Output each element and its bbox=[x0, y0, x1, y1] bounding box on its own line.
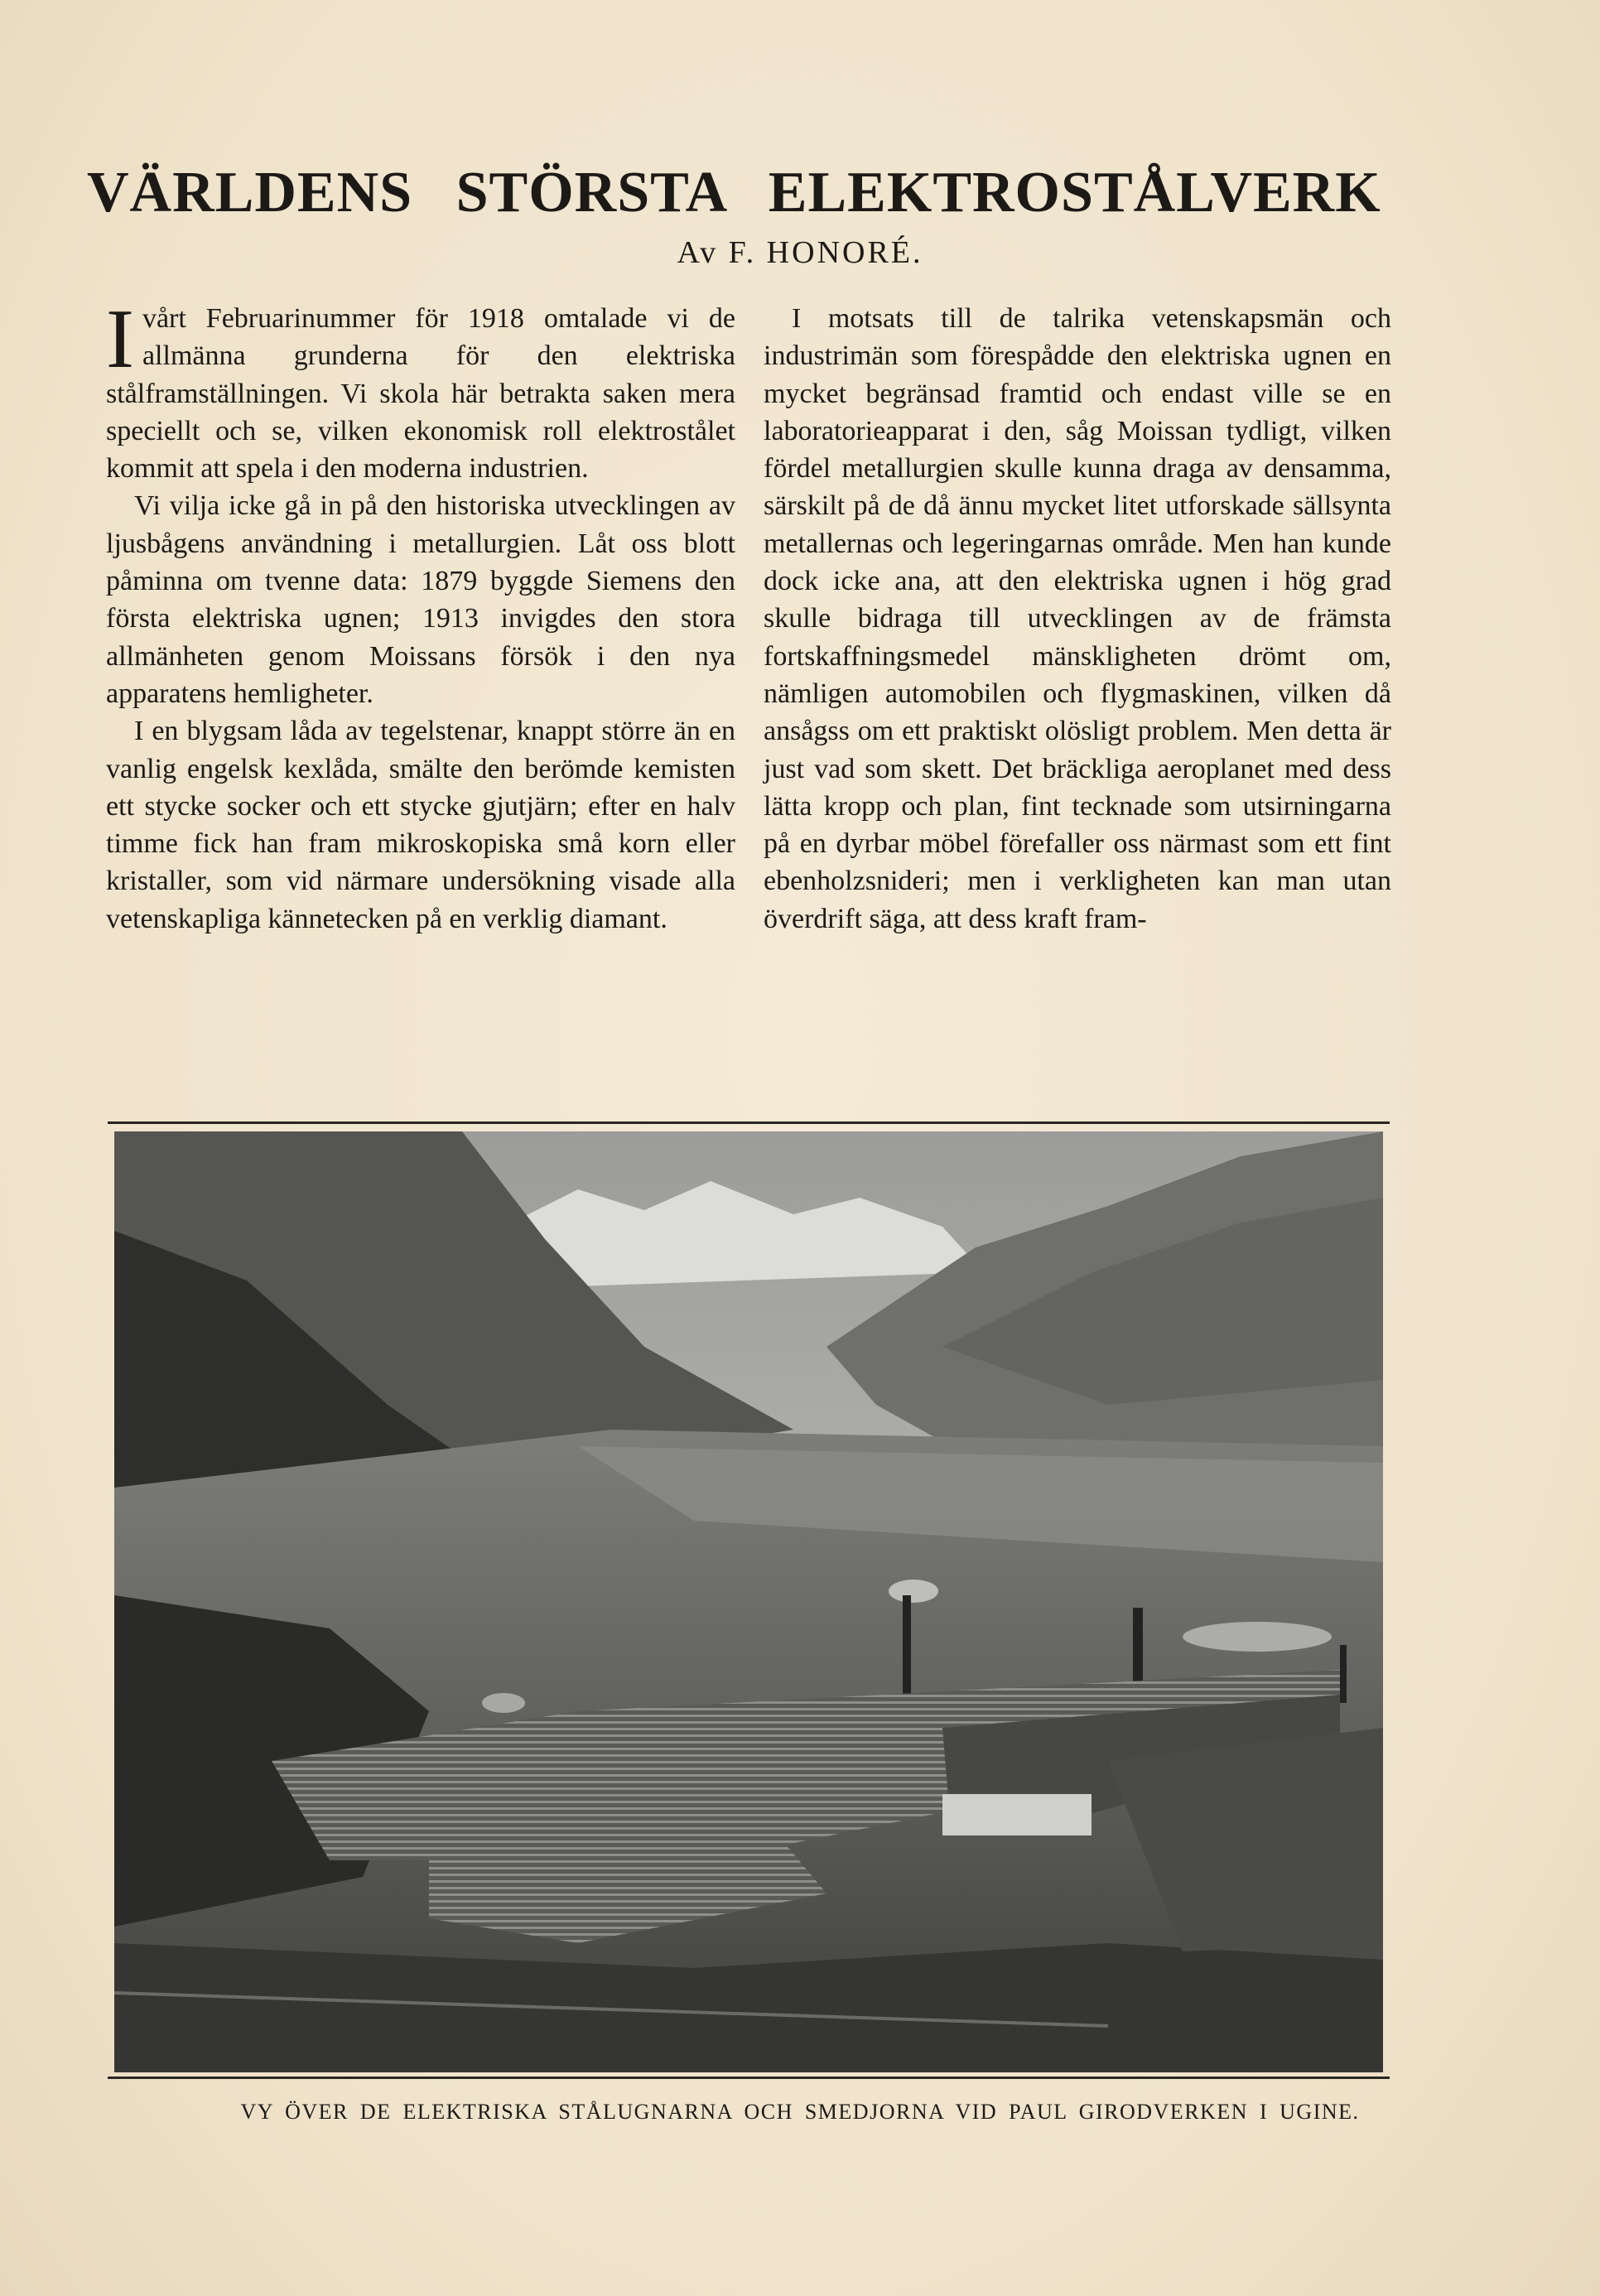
article-title: VÄRLDENS STÖRSTA ELEKTROSTÅLVERK bbox=[87, 161, 1381, 224]
left-paragraph-2: Vi vilja icke gå in på den historiska utvecklingen av ljusbågens användning i metallurgien. Låt oss blott påminna om tvenne data: 1879 byggde Siemens den första elektriska ugnen; 1913 invigdes den stora allmänheten genom Moissans försök i den nya apparatens hemligheter. bbox=[106, 490, 735, 709]
left-paragraph-1 bbox=[106, 292, 735, 487]
right-paragraph-1: I motsats till de talrika vetenskapsmän och industrimän som förespådde den elektriska ugnen en mycket begränsad framtid och endast ville se en laboratorieapparat i den, såg Moissan tydligt, vilken fördel metallurgien skulle kunna draga av densamma, särskilt på de då ännu mycket litet utforskade sällsynta metallernas och legeringarnas område. Men han kunde dock icke ana, att den elektriska ugnen i hög grad skulle bidraga till utvecklingen av de främsta fortskaffningsmedel mänskligheten drömt om, nämligen automobilen och flygmaskinen, vilken då ansågss om ett praktiskt olösligt problem. Men detta är just vad som skett. Det bräckliga aeroplanet med dess lätta kropp och plan, fint tecknade som utsirningarna på en dyrbar möbel förefaller oss närmast som ett fint ebenholzsnideri; men i verkligheten kan man utan överdrift säga, att dess kraft fram- bbox=[764, 303, 1391, 934]
right-column bbox=[764, 300, 1391, 938]
photo-caption: VY ÖVER DE ELEKTRISKA STÅLUGNARNA OCH SMEDJORNA VID PAUL GIRODVERKEN I UGINE. bbox=[240, 2100, 1360, 2124]
article-byline: Av F. HONORÉ. bbox=[677, 235, 923, 270]
left-paragraph-3: I en blygsam låda av tegelstenar, knappt större än en vanlig engelsk kexlåda, smälte den berömde kemisten ett stycke socker och ett stycke gjutjärn; efter en halv timme fick han fram mikroskopiska små korn eller kristaller, som vid närmare undersökning visade alla vetenskapliga kännetecken på en verklig diamant. bbox=[106, 716, 735, 934]
drop-cap: I bbox=[106, 292, 134, 386]
left-column bbox=[106, 292, 735, 938]
steelworks-photograph bbox=[114, 1131, 1383, 2072]
left-paragraph-1-text: vårt Februarinummer för 1918 omtalade vi de allmänna grunderna för den elektriska stålframställningen. Vi skola här betrakta saken mera speciellt och se, vilken ekonomisk roll elektrostålet kommit att spela i den moderna industrien. bbox=[106, 303, 735, 485]
